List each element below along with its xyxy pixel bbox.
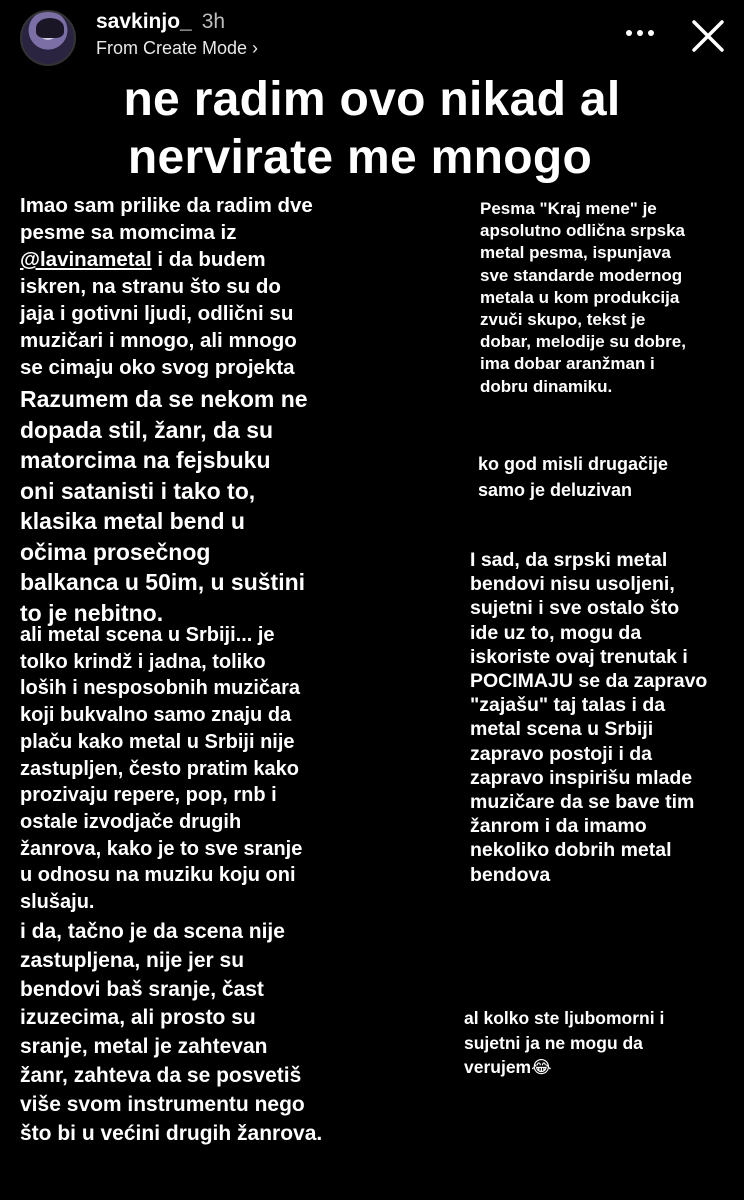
mention-link[interactable]: @lavinametal [20,248,152,271]
intro-line-1: Imao sam prilike da radim dve [20,194,313,217]
text-block-song: Pesma "Kraj mene" je apsolutno odlična srpska metal pesma, ispunjava sve standarde modernog metala u kom produkcija zvuči skupo, tekst je dobar, melodije su dobre, ima dobar aranžman i dobru dinamiku. [480,199,686,396]
close-icon[interactable] [686,14,730,58]
text-block-intro [20,192,313,381]
intro-line-2: pesme sa momcima iz [20,221,237,244]
text-block-bands: I sad, da srpski metal bendovi nisu usoljeni, sujetni i sve ostalo što ide uz to, mogu da iskoriste ovaj trenutak i POCIMAJU se da zapravo "zajašu" taj talas i da metal scena u Srbiji zapravo postoji i da zapravo inspirišu mlade muzičare da se bave tim žanrom i da imamo nekoliko dobrih metal bendova [470,549,708,886]
intro-rest: iskren, na stranu što su do jaja i gotivni ljudi, odlični su muzičari i mnogo, ali mnogo se cimaju oko svog projekta [20,275,297,379]
text-block-jealous: al kolko ste ljubomorni i sujetni ja ne mogu da verujem😂 [464,1008,665,1077]
story-title-line-2: nervirate me mnogo [127,131,593,184]
text-block-scene: ali metal scena u Srbiji... je tolko krindž i jadna, toliko loših i nesposobnih muzičara koji bukvalno samo znaju da plaču kako metal u Srbiji nije zastupljen, često pratim kako prozivaju repere, pop, rnb i ostale izvodjače drugih žanrova, kako je to sve sranje u odnosu na muziku koju oni slušaju. [20,624,303,914]
text-block-style: Razumem da se nekom ne dopada stil, žanr, da su matorcima na fejsbuku oni satanisti i tako to, klasika metal bend u očima prosečnog balkanca u 50im, u suštini to je nebitno. [20,386,308,626]
text-block-delusional: ko god misli drugačije samo je deluzivan [478,454,669,500]
intro-line-3-rest: i da budem [151,248,266,271]
story-title-line-1: ne radim ovo nikad al [123,73,621,126]
create-mode-link[interactable]: From Create Mode › [96,38,259,58]
more-options-icon[interactable] [620,18,660,48]
text-block-genre: i da, tačno je da scena nije zastupljena, nije jer su bendovi baš sranje, čast izuzecima, ali prosto su sranje, metal je zahtevan žanr, zahteva da se posvetiš više svom instrumentu nego što bi u većini drugih žanrova. [20,920,323,1145]
username[interactable]: savkinjo_ [96,10,192,33]
avatar[interactable] [20,10,76,66]
story-time: 3h [201,10,226,33]
username-row[interactable] [96,10,225,34]
